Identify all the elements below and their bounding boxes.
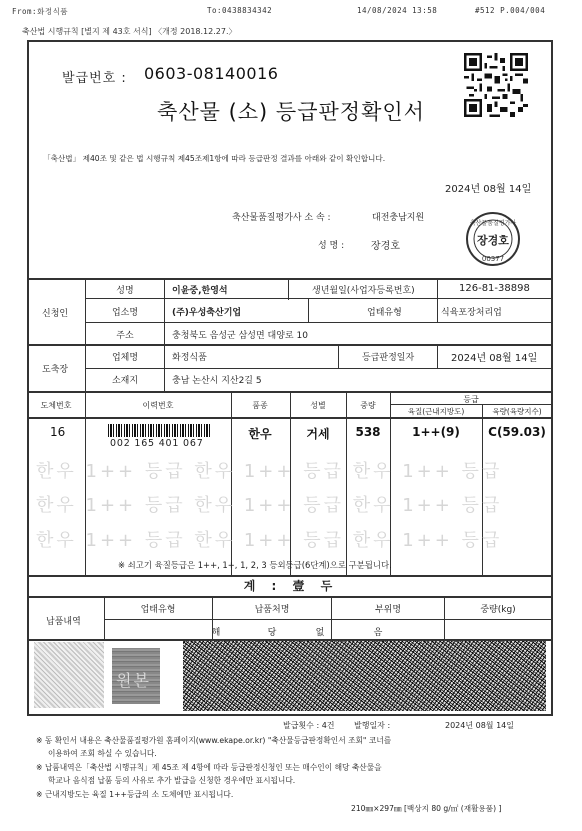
grading-date: 2024년 08월 14일 (451, 353, 538, 364)
issue-date: 2024년 08월 14일 (445, 184, 532, 195)
breed: 한우 (248, 427, 272, 441)
col-line (437, 344, 438, 368)
row-line (27, 596, 553, 598)
fax-time: 14/08/2024 13:58 (357, 6, 438, 15)
row-line (104, 619, 553, 620)
fax-page: #512 P.004/004 (475, 6, 546, 15)
col-line (85, 278, 86, 391)
applicant-section-label: 신청인 (42, 309, 69, 319)
row-line (85, 298, 553, 299)
legal-statement: 「축산법」 제40조 및 같은 법 시행규칙 제45조제1항에 따라 등급판정 결과를 아래와 같이 확인합니다. (43, 154, 386, 163)
watermark-row: 한우 1++ 등급 한우 1++ 등급 한우 1++ 등급 (36, 530, 503, 551)
footnote: ※ 납품내역은「축산법 시행규칙」제 45조 제 4항에 따라 등급판정신청인 또는 매수인이 해당 축산물을 (36, 762, 382, 772)
applicant-biztype-label: 업태유형 (367, 308, 402, 318)
inspector-org: 대전충남지원 (372, 213, 425, 223)
footnote: 이용하여 조회 하실 수 있습니다. (48, 749, 157, 759)
inspector-name: 장경호 (371, 241, 400, 252)
document-title: 축산물 (소) 등급판정확인서 (157, 100, 425, 124)
delivery-value: 해 (211, 628, 221, 638)
sex: 거세 (306, 427, 330, 441)
delivery-header-biztype: 업태유형 (140, 605, 176, 615)
applicant-name: 이윤중,한영석 (172, 286, 228, 296)
table-top-border (27, 278, 553, 280)
col-line (308, 298, 309, 322)
col-line (164, 278, 165, 391)
paper-spec: 210㎜×297㎜ [백상지 80 g/㎡ (재활용품) ] (351, 804, 502, 813)
header-slaughter-no: 도체번호 (40, 401, 72, 410)
fax-from: From:화정식품 (12, 7, 69, 16)
col-line (104, 596, 105, 639)
applicant-address: 충청북도 음성군 삼성면 대양로 10 (172, 331, 308, 341)
grade-note: ※ 쇠고기 육질등급은 1++, 1+, 1, 2, 3 등외등급(6단계)으로 구분됩니다. (118, 560, 392, 570)
col-line (288, 278, 289, 300)
row-line (85, 322, 553, 323)
footnote: ※ 동 확인서 내용은 축산물품질평가원 홈페이지(www.ekape.or.kr) "축산물등급판정확인서 조회" 코너를 (36, 736, 392, 745)
applicant-biztype: 식육포장처리업 (441, 308, 502, 318)
security-pattern-image (34, 642, 104, 708)
grading-date-label: 등급판정일자 (362, 353, 415, 363)
col-line (338, 344, 339, 368)
header-yield: 육량(육량지수) (492, 407, 542, 416)
applicant-name-label: 성명 (116, 286, 134, 296)
issue-number-label: 발급번호 : (62, 71, 127, 86)
col-line (331, 596, 332, 639)
certificate-frame (27, 40, 553, 716)
fax-header (12, 6, 574, 18)
issue-number: 0603-08140016 (144, 64, 279, 83)
header-quality: 육질(근내지방도) (407, 407, 465, 416)
footnote: ※ 근내지방도는 육질 1++등급의 소 도체에만 표시됩니다. (36, 789, 234, 799)
fax-to: To:0438834342 (207, 6, 273, 15)
inspector-name-label: 성 명 : (318, 241, 345, 251)
weight: 538 (355, 425, 381, 439)
delivery-header-weight: 중량(kg) (480, 605, 516, 615)
applicant-birth: 126-81-38898 (459, 283, 530, 294)
delivery-value: 당 (267, 628, 277, 638)
delivery-value: 음 (373, 628, 383, 638)
applicant-address-label: 주소 (116, 331, 134, 341)
security-noise-pattern (183, 641, 546, 711)
slaughterhouse-name-label: 업체명 (111, 353, 139, 363)
delivery-label: 납품내역 (46, 617, 81, 627)
applicant-birth-label: 생년월일(사업자등록번호) (312, 286, 415, 296)
header-grade: 등급 (463, 395, 479, 404)
slaughterhouse-name: 화정식품 (172, 353, 207, 363)
header-sex: 성별 (310, 401, 326, 410)
row-line (85, 368, 553, 369)
trace-no: 002 165 401 067 (110, 438, 204, 449)
applicant-company: (주)우성축산기업 (172, 308, 242, 318)
delivery-value: 없 (315, 628, 325, 638)
slaughterhouse-section-label: 도축장 (42, 365, 69, 375)
watermark-row: 한우 1++ 등급 한우 1++ 등급 한우 1++ 등급 (36, 495, 503, 516)
issue-count: 발급횟수 : 4건 (283, 721, 335, 730)
footnotes (36, 734, 391, 801)
slaughterhouse-location-label: 소재지 (111, 376, 139, 386)
col-line (437, 278, 438, 322)
publish-date: 2024년 08월 14일 (445, 721, 514, 730)
trace-barcode (108, 424, 210, 437)
watermark-row: 한우 1++ 등급 한우 1++ 등급 한우 1++ 등급 (36, 461, 503, 482)
total-heads: 계 : 壹 두 (243, 579, 339, 593)
slaughterhouse-location: 충남 논산시 지산2길 5 (172, 376, 262, 386)
row-line (27, 344, 553, 346)
form-reference: 축산법 시행규칙 [별지 제 43호 서식] 〈개정 2018.12.27.〉 (22, 27, 237, 36)
seal-top-text: 축산물품질평가사 (469, 220, 517, 227)
applicant-company-label: 업소명 (111, 308, 139, 318)
seal-name: 장경호 (477, 234, 509, 247)
footnote: 학교나 음식점 납품 등의 사유로 추가 발급을 신청한 경우에만 표시됩니다. (48, 776, 296, 786)
delivery-header-recipient: 납품처명 (254, 605, 290, 615)
yield-grade: C(59.03) (488, 425, 546, 439)
delivery-header-part: 부위명 (374, 605, 402, 615)
header-weight: 중량 (360, 401, 376, 410)
official-seal (465, 211, 521, 267)
seal-number: 00377 (481, 255, 505, 263)
quality-grade: 1++(9) (412, 425, 460, 439)
slaughter-no: 16 (50, 425, 66, 439)
header-trace-no: 이력번호 (142, 401, 174, 410)
header-breed: 품종 (252, 401, 268, 410)
inspector-org-label: 축산물품질평가사 소 속 : (232, 213, 331, 223)
publish-date-label: 발행일자 : (354, 721, 391, 730)
col-line (444, 596, 445, 639)
original-stamp-image: 원본 (112, 648, 160, 704)
